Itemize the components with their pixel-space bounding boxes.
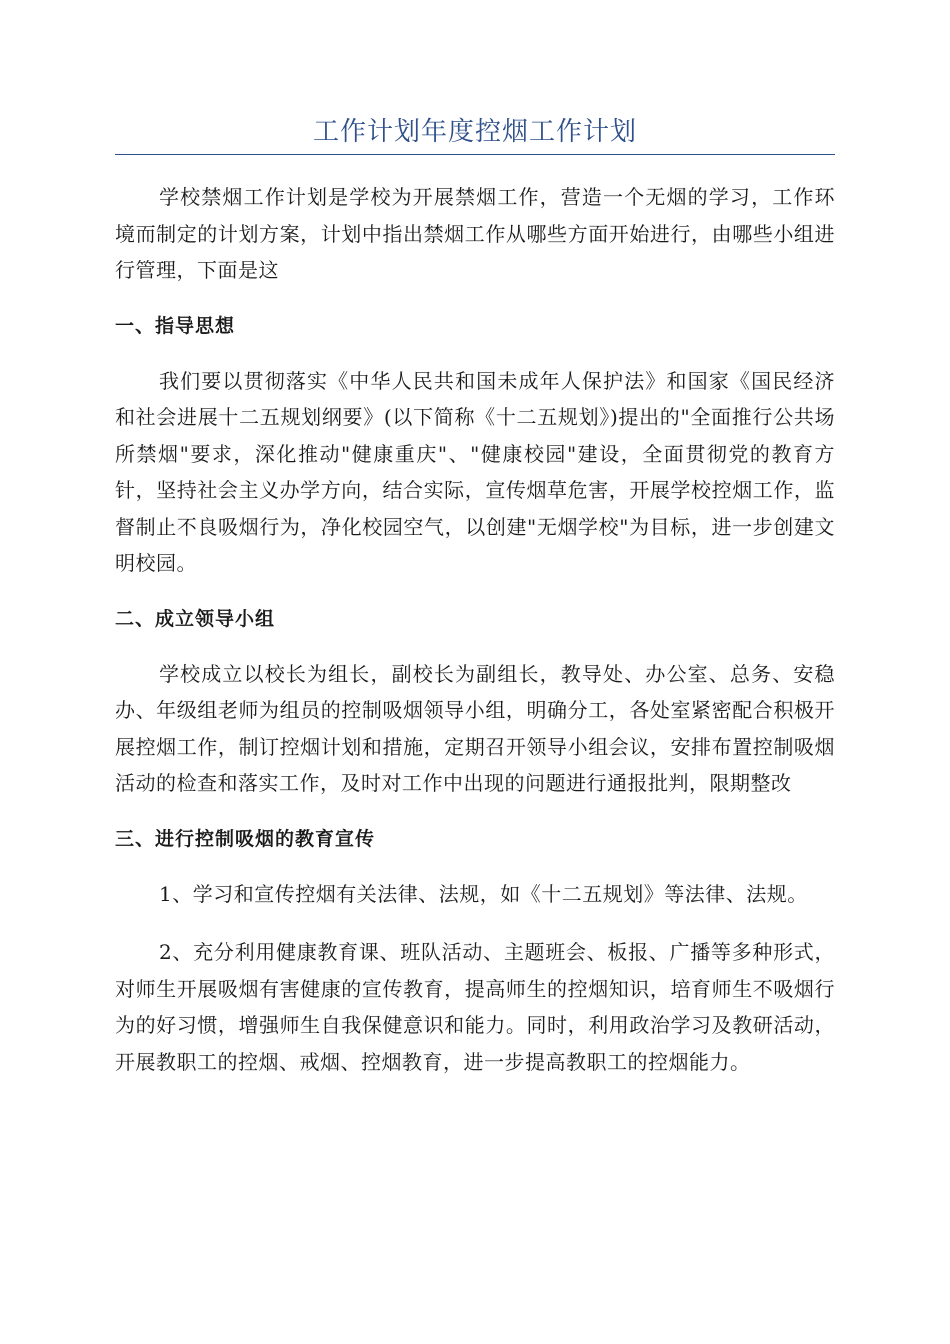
section-paragraph: 2、充分利用健康教育课、班队活动、主题班会、板报、广播等多种形式，对师生开展吸烟有害健康的宣传教育，提高师生的控烟知识，培育师生不吸烟行为的好习惯，增强师生自我保健意识和能力。同时，利用政治学习及教研活动，开展教职工的控烟、戒烟、控烟教育，进一步提高教职工的控烟能力。: [115, 940, 835, 1074]
section-paragraph: 我们要以贯彻落实《中华人民共和国未成年人保护法》和国家《国民经济和社会进展十二五规划纲要》(以下简称《十二五规划》)提出的"全面推行公共场所禁烟"要求，深化推动"健康重庆"、"健康校园"建设，全面贯彻党的教育方针，坚持社会主义办学方向，结合实际，宣传烟草危害，开展学校控烟工作，监督制止不良吸烟行为，净化校园空气，以创建"无烟学校"为目标，进一步创建文明校园。: [115, 368, 835, 575]
section-heading: 二、成立领导小组: [115, 607, 276, 630]
section-paragraph: 1、学习和宣传控烟有关法律、法规，如《十二五规划》等法律、法规。: [159, 881, 808, 906]
document-title: 工作计划年度控烟工作计划: [312, 117, 637, 147]
section-heading: 一、指导思想: [115, 314, 236, 337]
section-paragraph: 学校成立以校长为组长，副校长为副组长，教导处、办公室、总务、安稳办、年级组老师为组员的控制吸烟领导小组，明确分工，各处室紧密配合积极开展控烟工作，制订控烟计划和措施，定期召开领导小组会议，安排布置控制吸烟活动的检查和落实工作，及时对工作中出现的问题进行通报批判，限期整改: [115, 661, 835, 795]
section-leadership-group: [115, 604, 835, 802]
section-heading: 三、进行控制吸烟的教育宣传: [115, 827, 376, 850]
section-education-publicity: [115, 824, 835, 1081]
document-page: [115, 112, 835, 1102]
intro-paragraph: 学校禁烟工作计划是学校为开展禁烟工作，营造一个无烟的学习，工作环境而制定的计划方案，计划中指出禁烟工作从哪些方面开始进行，由哪些小组进行管理，下面是这: [115, 185, 835, 282]
title-underline: [115, 154, 835, 155]
section-guiding-ideology: [115, 311, 835, 582]
